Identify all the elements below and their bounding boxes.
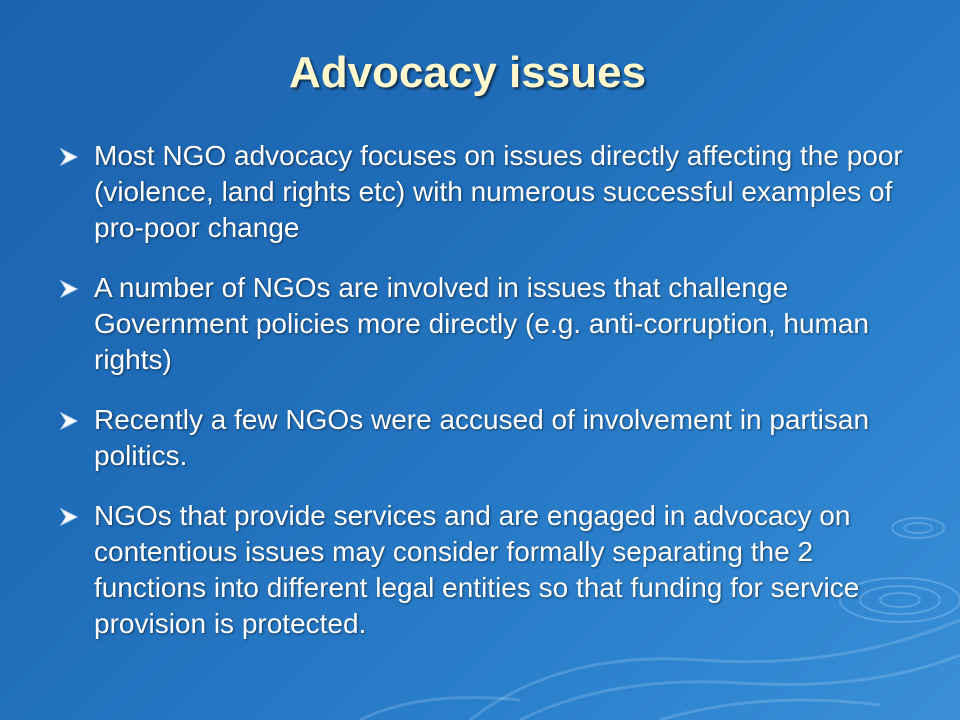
bullet-item xyxy=(58,402,908,474)
slide-title: Advocacy issues xyxy=(288,48,647,97)
arrowhead-bullet-icon xyxy=(58,506,80,528)
arrowhead-bullet-icon xyxy=(58,146,80,168)
bullet-list xyxy=(58,138,908,666)
bullet-text: NGOs that provide services and are engaged in advocacy on contentious issues may consider formally separating the 2 functions into different legal entities so that funding for service provision is protected. xyxy=(94,500,860,639)
arrowhead-bullet-icon xyxy=(58,278,80,300)
bullet-item xyxy=(58,498,908,642)
bullet-text: Most NGO advocacy focuses on issues directly affecting the poor (violence, land rights etc) with numerous successful examples of pro-poor change xyxy=(94,140,903,243)
bullet-item xyxy=(58,138,908,246)
bullet-text: Recently a few NGOs were accused of involvement in partisan politics. xyxy=(94,404,870,471)
bullet-text: A number of NGOs are involved in issues that challenge Government policies more directly (e.g. anti-corruption, human rights) xyxy=(94,272,870,375)
arrowhead-bullet-icon xyxy=(58,410,80,432)
bullet-item xyxy=(58,270,908,378)
